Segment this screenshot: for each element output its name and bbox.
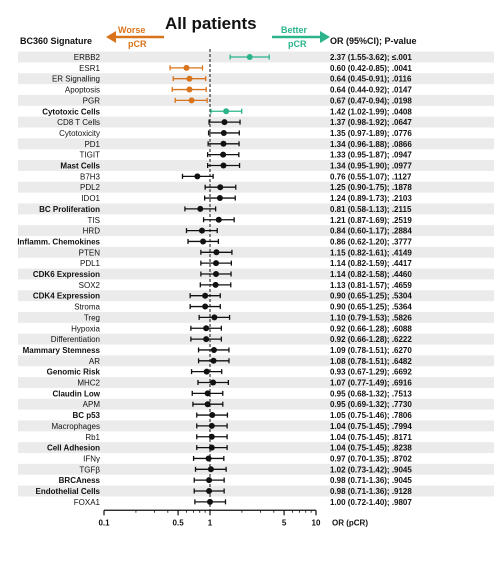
or-point [213,249,219,255]
signature-label: Stroma [74,302,100,312]
signature-label: BRCAness [58,476,100,486]
or-value-text: 0.97 (0.70-1.35); .8702 [330,454,412,464]
or-point [197,206,203,212]
signature-label: Hypoxia [71,324,100,334]
signature-label: PD1 [84,139,100,149]
signature-label: ERBB2 [73,53,100,62]
signature-label: Cell Adhesion [46,443,100,453]
or-value-text: 1.14 (0.82-1.59); .4417 [330,259,412,269]
or-value-text: 0.92 (0.66-1.28); .6222 [330,335,412,345]
signature-label: Macrophages [51,421,100,431]
or-value-text: 1.35 (0.97-1.89); .0776 [330,128,412,138]
or-value-text: 1.04 (0.75-1.45); .8171 [330,432,412,442]
or-value-text: 1.34 (0.95-1.90); .0977 [330,161,412,171]
or-point [209,445,215,451]
or-point [202,304,208,310]
signature-label: Rb1 [85,432,100,442]
signature-label: CDK4 Expression [32,291,100,301]
or-point [186,76,192,82]
or-value-text: 0.64 (0.45-0.91); .0116 [330,74,412,84]
or-point [208,466,214,472]
or-value-text: 1.04 (0.75-1.45); .7994 [330,421,412,431]
or-point [210,380,216,386]
signature-label: Inflamm. Chemokines [17,237,100,247]
tick-label: 0.1 [98,518,110,528]
signature-label: AR [88,356,100,366]
or-point [221,119,227,125]
signature-label: PDL1 [79,259,100,269]
tick-label: 1 [207,518,213,528]
or-column-header: OR (95%CI); P-value [330,36,417,46]
or-value-text: 1.02 (0.73-1.42); .9045 [330,465,412,475]
signature-label: APM [82,400,100,410]
signature-label: Genomic Risk [46,367,100,377]
or-value-text: 1.25 (0.90-1.75); .1878 [330,183,412,193]
signature-label: PTEN [78,248,100,258]
worse-label: Worse [118,25,146,35]
signature-label: Treg [83,313,100,323]
or-point [209,412,215,418]
signature-label: TGFβ [79,465,100,475]
signature-label: IFNγ [83,454,100,464]
or-value-text: 1.15 (0.82-1.61); .4149 [330,248,412,258]
or-value-text: 1.33 (0.95-1.87); .0947 [330,150,412,160]
or-point [205,390,211,396]
or-point [223,108,229,114]
or-value-text: 1.13 (0.81-1.57); .4659 [330,280,412,290]
or-point [206,488,212,494]
or-point [206,455,212,461]
or-value-text: 1.24 (0.89-1.73); .2103 [330,194,412,204]
signature-label: FOXA1 [73,497,100,507]
or-point [211,314,217,320]
signature-label: Mammary Stemness [22,345,100,355]
signature-label: CDK6 Expression [32,270,100,279]
signature-label: Differentiation [50,335,100,345]
signature-label: BC p53 [72,411,100,421]
or-point [220,141,226,147]
signature-label: MHC2 [77,378,100,388]
signature-label: Apoptosis [64,85,100,95]
or-point [203,336,209,342]
or-value-text: 0.95 (0.69-1.32); .7730 [330,400,412,410]
signature-label: PGR [82,96,100,106]
signature-label: B7H3 [79,172,100,182]
or-point [209,434,215,440]
tick-label: 5 [281,518,287,528]
or-value-text: 1.00 (0.72-1.40); .9807 [330,497,412,507]
or-value-text: 1.10 (0.79-1.53); .5826 [330,313,412,323]
or-point [221,130,227,136]
or-value-text: 0.67 (0.47-0.94); .0198 [330,96,412,106]
signature-label: HRD [82,226,100,236]
worse-arrow-icon [106,31,166,43]
or-point [217,195,223,201]
or-point [220,152,226,158]
or-value-text: 0.64 (0.44-0.92); .0147 [330,85,412,95]
or-point [213,260,219,266]
or-value-text: 1.04 (0.75-1.45); .8238 [330,443,412,453]
or-value-text: 1.09 (0.78-1.51); .6270 [330,345,412,355]
or-point [211,358,217,364]
better-pcr-label: pCR [288,39,307,49]
or-point [211,347,217,353]
or-point [199,228,205,234]
signature-label: PDL2 [79,183,100,193]
or-value-text: 1.14 (0.82-1.58); .4460 [330,270,412,279]
or-value-text: 0.76 (0.55-1.07); .1127 [330,172,412,182]
or-value-text: 0.84 (0.60-1.17); .2884 [330,226,412,236]
or-value-text: 1.34 (0.96-1.88); .0866 [330,139,412,149]
or-value-text: 1.08 (0.78-1.51); .6482 [330,356,412,366]
or-value-text: 1.42 (1.02-1.99); .0408 [330,107,412,117]
or-point [220,163,226,169]
signature-label: Cytotoxic Cells [42,107,100,117]
signature-label: Mast Cells [60,161,100,171]
or-point [217,184,223,190]
x-axis-label: OR (pCR) [332,518,368,528]
or-value-text: 1.07 (0.77-1.49); .6916 [330,378,412,388]
or-point [186,87,192,93]
signature-label: BC Proliferation [39,204,100,214]
or-value-text: 2.37 (1.55-3.62); ≤.001 [330,53,412,62]
or-value-text: 1.21 (0.87-1.69); .2519 [330,215,412,225]
or-point [213,271,219,277]
or-value-text: 0.98 (0.71-1.36); .9128 [330,487,412,496]
tick-label: 0.5 [172,518,184,528]
better-arrow-icon [270,31,330,43]
or-point [183,65,189,71]
or-value-text: 0.92 (0.66-1.28); .6088 [330,324,412,334]
signature-label: TIS [87,215,100,225]
chart-title: All patients [165,14,257,33]
signature-column-header: BC360 Signature [20,36,93,46]
or-value-text: 0.93 (0.67-1.29); .6692 [330,367,412,377]
or-value-text: 1.37 (0.98-1.92); .0647 [330,118,412,128]
or-value-text: 0.95 (0.68-1.32); .7513 [330,389,412,399]
signature-label: ER Signalling [51,74,100,84]
or-value-text: 0.60 (0.42-0.85); .0041 [330,63,412,73]
worse-pcr-label: pCR [128,39,147,49]
or-point [213,282,219,288]
or-point [189,97,195,103]
or-point [203,325,209,331]
signature-label: Cytotoxicity [59,128,100,138]
or-value-text: 1.05 (0.75-1.46); .7806 [330,411,412,421]
tick-label: 10 [311,518,321,528]
signature-label: IDO1 [81,194,100,204]
or-point [194,173,200,179]
or-point [206,477,212,483]
or-point [200,238,206,244]
or-point [205,401,211,407]
signature-label: ESR1 [79,63,100,73]
or-point [202,293,208,299]
signature-label: Claudin Low [52,389,100,399]
or-value-text: 0.90 (0.65-1.25); .5304 [330,291,412,301]
or-point [204,369,210,375]
signature-label: TIGIT [79,150,100,160]
signature-label: Endothelial Cells [35,487,100,496]
or-point [247,54,253,60]
signature-label: CD8 T Cells [57,118,100,128]
or-point [216,217,222,223]
or-value-text: 0.86 (0.62-1.20); .3777 [330,237,412,247]
or-value-text: 0.81 (0.58-1.13); .2115 [330,204,412,214]
or-point [207,499,213,505]
or-point [209,423,215,429]
signature-label: SOX2 [78,280,100,290]
better-label: Better [281,25,308,35]
or-value-text: 0.90 (0.65-1.25); .5364 [330,302,412,312]
or-value-text: 0.98 (0.71-1.36); .9045 [330,476,412,486]
